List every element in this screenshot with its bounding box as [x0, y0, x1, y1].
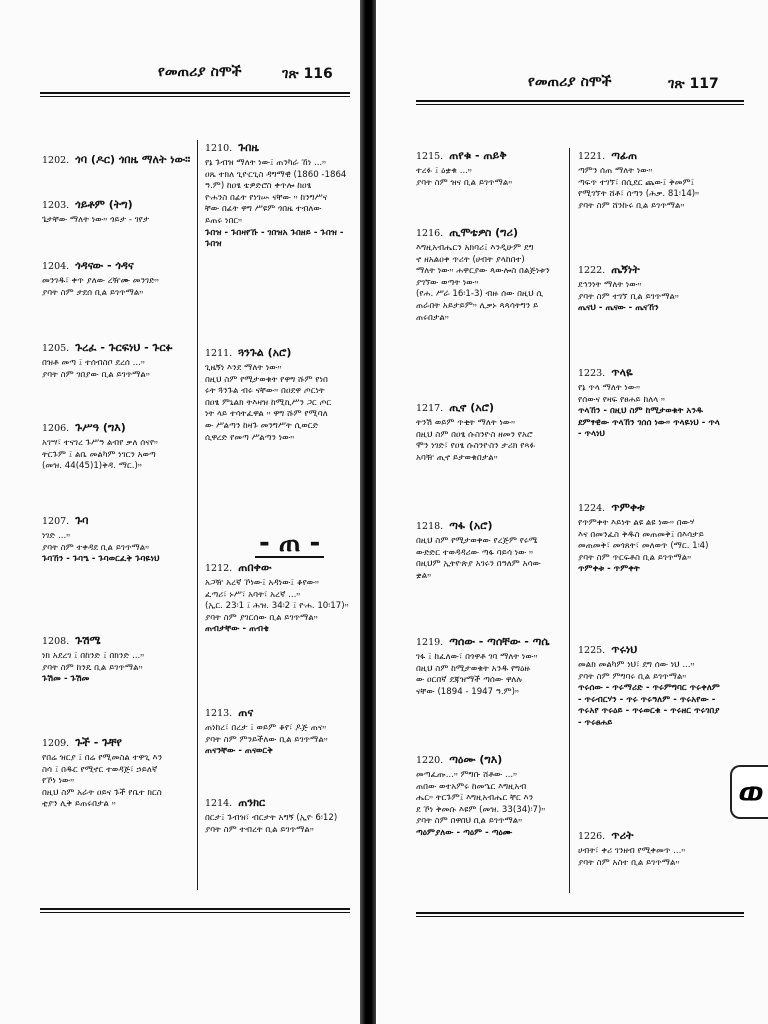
entry-definition-line: ያባት ስም ከንዴ ቢል ይገጥማል።	[42, 662, 143, 673]
headword-text: ጉሥዓ (ግእ)	[75, 421, 126, 434]
entry-definition-line: በዚህ ስም ከሚታወቁት አንዱ የግዕዙ	[416, 663, 531, 674]
entry-number: 1225.	[578, 645, 606, 656]
entry-definition-line: መንገዱ፣ ቀጥ ያለው ረዥሙ መንገድ።	[42, 276, 159, 286]
running-head: የመጠሪያ ስሞች	[528, 74, 612, 90]
entry-headword	[578, 828, 726, 844]
entry-variants: ጉሽመ - ጉሽመ	[42, 674, 90, 685]
entry-variants: ጥሩሰው - ጥሩማሪድ - ጥሩምግባር ጥሩቀለም - ጥሩብርሃን - ጥሩ ጥሩዓለም - ጥሩአየው - ጥሩአየ ጥሩዕይ - ጥሩወርቁ - ጥሩዘር ጥሩገበያ - ጥሩፀሐይ	[578, 683, 720, 728]
dictionary-entry	[42, 197, 192, 227]
entry-definition-line: (ኢር. 23፡1 ፤ ሕዝ. 34፡2 ፤ ዮሐ. 10፡17)።	[205, 601, 349, 612]
entry-headword	[578, 262, 726, 278]
entry-definition-line: ነክ አደረገ ፤ በከንድ ፤ በክንድ ...።	[42, 651, 145, 661]
entry-definition-line: ያገኘው ወጣት ነው።	[416, 277, 479, 288]
entry-variants: ጤናህ - ጤናው - ጤናኸን	[578, 303, 659, 314]
entry-definition-line: ያባት ስም ተብረት ቢል ይገጥማል።	[205, 824, 314, 835]
entry-headword	[205, 345, 355, 361]
headword-text: ጢሞቴዎስ (ግሪ)	[449, 226, 519, 239]
entry-headword	[205, 705, 355, 721]
entry-definition-line: በዝቶ መጣ ፤ ተሰብስቦ ደረሰ ...።	[42, 358, 145, 368]
entry-headword	[205, 560, 355, 576]
entry-definition-line: ጌታቸው ማለት ነው። ጎይታ - ገየታ	[42, 215, 150, 225]
entry-definition-line: ነት ላይ ተሳትፈዋል ። ዋግ ሹም የሚባለ	[205, 409, 328, 420]
dictionary-entry	[205, 795, 355, 836]
entry-headword	[42, 152, 192, 168]
entry-variants: ጥምቀቱ - ጥምቀት	[578, 564, 640, 575]
entry-number: 1210.	[205, 143, 233, 154]
entry-headword	[416, 148, 564, 164]
entry-definition-line: ያባት ስም ያገርሰው ቢል ይገጥማል።	[205, 612, 318, 623]
entry-number: 1212.	[205, 563, 233, 574]
entry-definition-line: ያባት ስም ተገኘ ቢል ይገጥማል።	[578, 291, 679, 302]
dictionary-entry	[416, 518, 564, 582]
entry-definition-line: ያባት ስም ታደሰ ቢል ይገጥማል።	[42, 287, 144, 298]
entry-definition-line: ያባት ስም ጥርፍቶስ ቢል ይገጥማል።	[578, 552, 692, 563]
dictionary-entry	[205, 705, 355, 758]
entry-number: 1220.	[416, 755, 444, 766]
entry-number: 1223.	[578, 368, 606, 379]
entry-headword	[578, 365, 726, 381]
dictionary-entry	[205, 560, 355, 636]
entry-headword	[42, 258, 192, 274]
headword-text: ጥምቀቱ	[611, 501, 645, 514]
entry-number: 1226.	[578, 831, 606, 842]
entry-definition-line: ያባት ስም አስተ ቢል ይገጥማል።	[578, 857, 680, 868]
headword-text: ጓንጉል (አሮ)	[238, 346, 292, 359]
entry-definition-line: መጠመቅ፣ መጎጸት፣ መለወጥ (ማር. 1፡4)	[578, 541, 709, 552]
entry-definition-line: የሰውና የዛፍ የፀሐይ ከለላ ።	[578, 394, 665, 405]
dictionary-entry	[578, 500, 726, 576]
entry-definition-line: ዐጼ ተክለ ጊዮርጊስ ዳግማዊ (1860 -1864	[205, 169, 347, 180]
entry-definition-line: መልክ መልካም ነህ፣ ደግ ሰው ነህ ...።	[578, 660, 695, 670]
headword-text: ጎይቶም (ትግ)	[75, 198, 133, 211]
dictionary-entry	[416, 225, 564, 324]
book-gutter	[360, 0, 376, 1024]
dictionary-entry	[416, 634, 564, 698]
entry-definition-line: ነገድ ...።	[42, 531, 71, 541]
dictionary-entry	[42, 513, 192, 566]
entry-definition-line: በዚህ ስም በዐፄ ሱስንዮስ ዘመን የአሮ	[416, 429, 533, 440]
entry-definition-line: አባዥ ጢኖ ይታወቁበታል።	[416, 452, 498, 463]
entry-definition-line: እና በመንፈስ ቅዱስ መጠመቅ፤ በእሳታይ	[578, 529, 704, 540]
entry-headword	[42, 420, 192, 436]
entry-definition-line: ማለት ነው። ሐዋርያው ጳውሎስ በልጅነቱን	[416, 266, 550, 277]
entry-definition-line: የኾነ ነው።	[42, 776, 75, 787]
entry-headword	[42, 513, 192, 529]
entry-definition-line: ጣፍጥ ተገኘ፣ በሲደር ጨው፤ ቅመም፤	[578, 177, 695, 188]
entry-variants: ጠናንቸው - ጠናወርቅ	[205, 746, 273, 757]
headword-text: ጉረፈ - ጉርፍነህ - ጉርፉ	[75, 341, 173, 354]
headword-text: ጎዳናው - ጎዳና	[75, 259, 134, 272]
page-number: ገጽ 117	[668, 76, 719, 92]
entry-definition-line: የኔ ጉብዝ ማለት ነው፤ ጠንካራ ኸነ ...።	[205, 158, 327, 168]
headword-text: ጥላዬ	[611, 366, 633, 379]
entry-number: 1224.	[578, 503, 606, 514]
entry-definition-line: ደ ኾነ ቅመሱ እዩም (መዝ. 33(34)፡7)።	[416, 804, 546, 815]
dictionary-entry	[578, 148, 726, 212]
entry-definition-line: በርታ፤ ጉብዝ፣ ብርታት አግኝ (ኢዮ 6፡12)	[205, 813, 338, 823]
entry-definition-line: ስሳ ፤ በዱር የሚኖር ተወዳጅ፣ ኃይለኛ	[42, 764, 158, 775]
entry-headword	[416, 400, 564, 416]
entry-definition-line: የሚገኘት ሸቶ፣ ሰጣን (ሕቃ. 81፡14)።	[578, 189, 700, 200]
entry-number: 1205.	[42, 343, 70, 354]
headword-text: ጣሰው - ጣሰቸው - ጣሴ	[449, 635, 550, 648]
entry-number: 1213.	[205, 708, 233, 719]
entry-definition-line: ው ዐርበኛ ደጃዝማች ጣሰው ዋለሉ	[416, 675, 523, 686]
dictionary-entry	[578, 365, 726, 441]
headword-text: ጉበዜ	[238, 141, 259, 154]
entry-number: 1217.	[416, 403, 444, 414]
entry-definition-line: ቸው በፊት ዋግ ሥዩም ጎበዜ ተብለው	[205, 204, 322, 215]
entry-definition-line: (የሐ. ሥራ 16፡1-3) ብዙ ሰው በዚህ ሲ	[416, 289, 544, 300]
entry-definition-line: ይጠሩ ነበር።	[205, 215, 243, 226]
entry-definition-line: ሩት ጓንጉል ብሩ ናቸው። በዐደዋ ጦርነት	[205, 386, 325, 397]
entry-variants: ጉባኸን - ጉባዔ - ጉባወርፈቅ ጉባዬነህ	[42, 554, 160, 565]
entry-number: 1206.	[42, 423, 70, 434]
column-divider	[197, 140, 198, 890]
entry-definition-line: ጠነከረ፣ በረታ ፤ ወይም ቆየ፣ ዶጅ ጠና።	[205, 723, 327, 733]
entry-definition-line: በዚህ ስም የሚታወቀው የረጅም የሩሜ	[416, 536, 538, 546]
headword-text: ጠንክር	[238, 796, 266, 809]
entry-definition-line: ጊዜኝነ እንደ ማለት ነው።	[205, 363, 282, 373]
entry-number: 1214.	[205, 798, 233, 809]
dictionary-entry	[42, 258, 192, 299]
entry-variants: ጠብታቸው - ጠብቄ	[205, 624, 269, 635]
entry-definition-line: ውድድር ተወዳዳሪው ጣፋ ባይሳ ነው ።	[416, 547, 534, 558]
headword-text: ጉባ	[75, 514, 89, 527]
entry-definition-line: ጠበው ወተአምሩ ከመኄር እግዚአብ	[416, 781, 527, 792]
entry-definition-line: ተረፉ ፤ ዕቋቁ ...።	[416, 166, 472, 176]
entry-headword	[205, 795, 355, 811]
entry-headword	[416, 752, 564, 768]
entry-number: 1221.	[578, 151, 606, 162]
headword-text: ጤኝነት	[611, 263, 640, 276]
entry-number: 1203.	[42, 200, 70, 211]
entry-definition-line: ሔር። ትርጉም፤ እግዚአብሔር ቸር እን	[416, 793, 534, 804]
dictionary-entry	[205, 345, 355, 444]
entry-definition-line: ሲዋረድ የመጣ ሥልጣን ነው።	[205, 432, 295, 443]
entry-definition-line: ቋል።	[416, 570, 432, 581]
entry-definition-line: በዐፄ ምኒልክ ትእዛዝ ከሚኪሥን ጋር ጦር	[205, 397, 332, 408]
entry-headword	[42, 197, 192, 213]
section-letter: - ጠ -	[255, 530, 324, 558]
entry-definition-line: ቲያን ሊቅ ይጠሩበታል ።	[42, 799, 116, 810]
entry-number: 1211.	[205, 348, 233, 359]
entry-headword	[42, 633, 192, 649]
entry-definition-line: እግዚአብሔርን አክባሪ፤ እንዲሁም ደግ	[416, 243, 534, 253]
headword-text: ጠና	[238, 706, 254, 719]
dictionary-entry	[42, 420, 192, 473]
entry-definition-line: በዚህ ስም አራት ዐይና ጉች የቤተ ክርስ	[42, 787, 162, 798]
headword-text: ጥሪት	[611, 829, 634, 842]
entry-definition-line: ያባት ስም ምንይችለው ቢል ይገጥማል።	[205, 734, 328, 745]
entry-headword	[578, 148, 726, 164]
headword-text: ጥሩነህ	[611, 643, 638, 656]
dictionary-entry	[578, 642, 726, 730]
headword-text: ጢኖ (አሮ)	[449, 401, 495, 414]
entry-definition-line: ዮሐንስ በፊት የነገሡ ናቸው ። ከንግሥና	[205, 192, 328, 203]
page-number: ገጽ 116	[282, 66, 333, 82]
dictionary-entry	[578, 828, 726, 869]
entry-definition-line: ገፋ ፤ ከፈለው፣ በጎዋቶ ገባ ማለት ነው።	[416, 652, 538, 662]
headword-text: ጠበቀው	[238, 561, 272, 574]
entry-variants: ጉበዝ - ጉበዛየኹ - ገበዝአ ጉበዘይ - ጉበዝ - ጉበዝ	[205, 227, 344, 250]
headword-text: ጣዕሙ (ግእ)	[449, 753, 503, 766]
dictionary-entry	[416, 752, 564, 840]
footer-rule	[40, 908, 350, 913]
dictionary-entry	[42, 152, 192, 170]
entry-number: 1216.	[416, 228, 444, 239]
entry-definition-line: ዓ.ም) ከዐፄ ቴዎድሮስ ቀጥሎ ከዐፄ	[205, 181, 312, 192]
entry-definition-line: ናቸው (1894 - 1947 ዓ.ም)።	[416, 686, 520, 697]
entry-definition-line: ው ሥልጣን ከዛጉ መንግሥት ሲወርድ	[205, 420, 319, 431]
headword-text: ጠየቁ - ጠይቅ	[449, 149, 507, 162]
entry-definition-line: ያባት ስም ዝና ቢል ይገጥማል።	[416, 177, 513, 188]
entry-headword	[578, 642, 726, 658]
entry-definition-line: ሞን ነገድ፣ የዐፄ ሱስንዮስን ታሪክ የጻፉ	[416, 441, 536, 452]
entry-definition-line: አጋዥ አረኛ ኾነው፤ አዳነው፤ ቆየው።	[205, 578, 320, 588]
entry-definition-line: ጣምን ሰጠ ማለት ነው።	[578, 166, 653, 176]
entry-definition-line: ፈጣሪ፣ ኑሥ፣ አባት፣ አረኛ ...።	[205, 589, 301, 600]
running-head: የመጠሪያ ስሞች	[158, 64, 242, 80]
entry-definition-line: ጠራበት አይታይም። ሊቃኑ ጳጳሳትግን ይ	[416, 300, 539, 311]
entry-definition-line: የኔ ጥላ ማለት ነው።	[578, 383, 641, 393]
entry-definition-line: ያባት ስም በዋበህ ቢል ይገጥማል።	[416, 816, 523, 827]
header-rule	[416, 100, 744, 105]
entry-number: 1202.	[42, 155, 70, 166]
entry-variants: ጥላኸን - በዚህ ስም ከሚታወቁት አንዱ ደምፃዊው ጥላኸን ገሰሰ ነው። ጥላዬነህ - ጥላ - ጥላነህ	[578, 406, 720, 440]
dictionary-entry	[416, 400, 564, 464]
dictionary-entry	[42, 340, 192, 381]
entry-number: 1219.	[416, 637, 444, 648]
entry-definition-line: ጠሩበታል።	[416, 312, 449, 323]
headword-text: ጎባ (ዶር) ጎበዜ ማለት ነው።	[75, 153, 191, 166]
entry-number: 1215.	[416, 151, 444, 162]
footer-rule	[416, 912, 744, 917]
entry-definition-line: የጥምቀት እይነት ልዩ ልዩ ነው። በውሃ	[578, 518, 695, 528]
entry-number: 1207.	[42, 516, 70, 527]
dictionary-entry	[205, 140, 355, 251]
entry-headword	[578, 500, 726, 516]
entry-definition-line: ትርጉም ፤ ልቤ መልካም ነገርን አወጣ	[42, 449, 156, 460]
entry-number: 1208.	[42, 636, 70, 647]
entry-definition-line: የበሬ ዝርያ ፤ በሬ የሚመስል ተዋጊ እን	[42, 753, 163, 763]
entry-definition-line: አገሣ፣ ተናገረ ጉሥዓ ልብየ ቃለ ሰናየ።	[42, 438, 159, 448]
thumb-index-tab: ወ	[730, 765, 768, 819]
dictionary-entry	[416, 148, 564, 189]
entry-definition-line: ኖ ዘአልዐቀ ጥሪት (ሀብት ያላከበተ)	[416, 254, 525, 265]
entry-definition-line: (መዝ. 44(45)1)ቅዳ. ማር.)።	[42, 461, 142, 472]
entry-definition-line: ትንሽ ወይም ጥቂት ማለት ነው።	[416, 418, 516, 428]
entry-number: 1204.	[42, 261, 70, 272]
entry-definition-line: ያባት ስም ተቀዳደ ቢል ይገጥማል።	[42, 542, 150, 553]
entry-number: 1222.	[578, 265, 606, 276]
dictionary-entry	[42, 633, 192, 686]
headword-text: ጉች - ጉቸየ	[75, 736, 122, 749]
headword-text: ጉሽሜ	[75, 634, 101, 647]
column-divider	[569, 148, 570, 893]
entry-definition-line: መጣፈጡ...። ምግቡ ሸቶው ...።	[416, 770, 518, 780]
entry-definition-line: ያባት ስም ገበያው ቢል ይገጥማል።	[42, 369, 150, 380]
entry-variants: ጣዕምያለው - ጣዕም - ጣዕሙ	[416, 827, 513, 838]
entry-definition-line: ደኅንነት ማለት ነው።	[578, 280, 642, 290]
entry-definition-line: ያባት ስም ሸንኩሩ ቢል ይገጥማል።	[578, 200, 685, 211]
headword-text: ጣፋ (አሮ)	[449, 519, 493, 532]
dictionary-entry	[42, 735, 192, 811]
dictionary-entry	[578, 262, 726, 315]
header-rule	[40, 92, 350, 97]
entry-headword	[416, 634, 564, 650]
entry-definition-line: በዚህ ስም የሚታወቁት የዋግ ሹም የነበ	[205, 374, 328, 385]
entry-headword	[205, 140, 355, 156]
entry-headword	[416, 518, 564, 534]
entry-number: 1209.	[42, 738, 70, 749]
entry-headword	[416, 225, 564, 241]
entry-number: 1218.	[416, 521, 444, 532]
headword-text: ጣፊጠ	[611, 149, 638, 162]
entry-headword	[42, 340, 192, 356]
entry-headword	[42, 735, 192, 751]
entry-definition-line: በዚህም ኢትዮጵያ አገሩን በዓለም አሳው	[416, 559, 541, 570]
entry-definition-line: ሀብት፣ ቀሪ ገንዘብ የሚቀመጥ ...።	[578, 846, 686, 856]
entry-definition-line: ያባት ስም ምግባሩ ቢል ይገጥማል።	[578, 671, 687, 682]
